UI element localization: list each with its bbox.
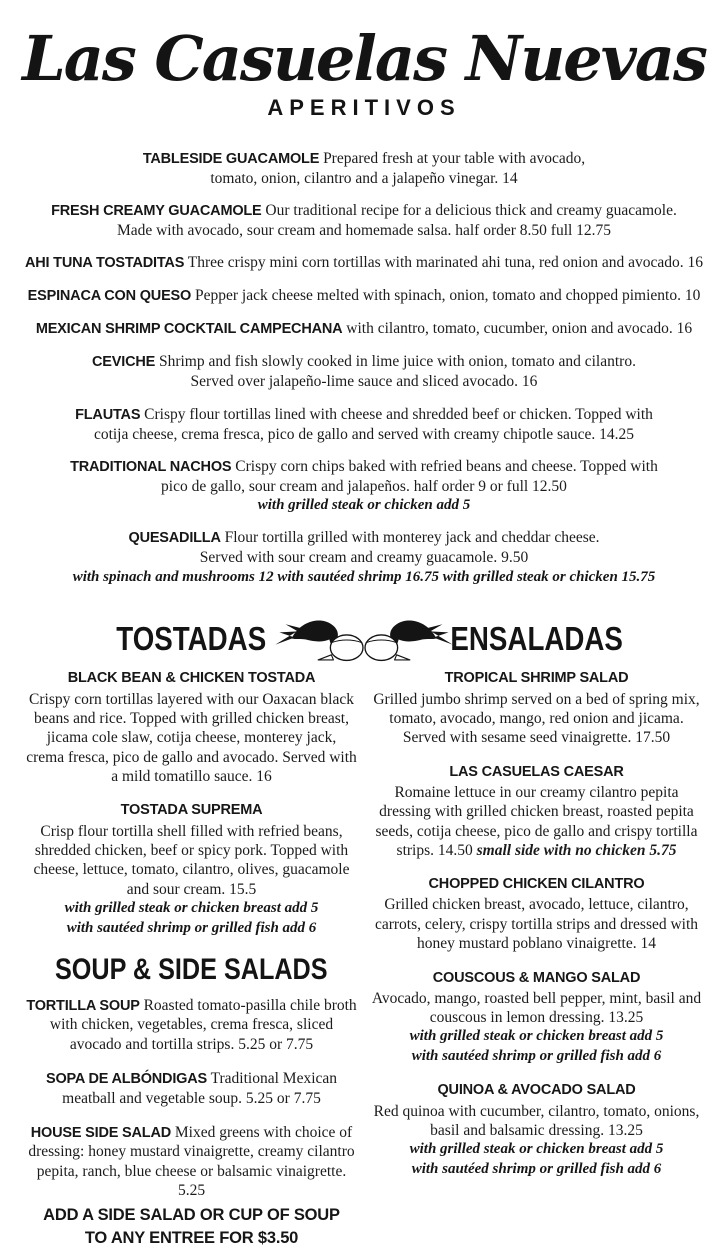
menu-item xyxy=(26,1123,357,1201)
item-desc: Romaine lettuce in our creamy cilantro pepita dressing with grilled chicken breast, roasted pepita seeds, cotija cheese, pico de gallo and crispy tortilla strips. 14.50 xyxy=(375,783,698,859)
item-desc: Flour tortilla grilled with monterey jack and cheddar cheese. Served with sour cream and creamy guacamole. 9.50 xyxy=(199,529,600,567)
item-desc: Roasted tomato-pasilla chile broth with chicken, vegetables, crema fresca, sliced avocado and tortilla strips. 5.25 or 7.75 xyxy=(49,997,357,1053)
item-name: TABLESIDE GUACAMOLE xyxy=(142,151,320,168)
item-desc: Crispy flour tortillas lined with cheese and shredded beef or chicken. Topped with cotija cheese, crema fresca, pico de gallo and served with creamy chipotle sauce. 14.25 xyxy=(93,405,653,443)
soup-side-salads-header: SOUP & SIDE SALADS xyxy=(55,953,328,987)
item-note: small side with no chicken 5.75 xyxy=(476,841,677,859)
item-name: MEXICAN SHRIMP COCKTAIL CAMPECHANA xyxy=(35,321,343,338)
section-title-aperitivos: APERITIVOS xyxy=(267,95,461,121)
item-name: FRESH CREAMY GUACAMOLE xyxy=(51,203,262,220)
menu-item xyxy=(119,149,609,188)
item-note: with sautéed shrimp or grilled fish add 6 xyxy=(66,919,317,936)
menu-item xyxy=(371,763,702,861)
item-note: with grilled steak or chicken breast add 5 xyxy=(409,1141,664,1158)
item-name: AHI TUNA TOSTADITAS xyxy=(24,255,185,272)
item-note: with spinach and mushrooms 12 with sautéed shrimp 16.75 with grilled steak or chicken 15.75 xyxy=(72,568,656,585)
menu-item xyxy=(34,201,694,240)
item-desc: Prepared fresh at your table with avocado, tomato, onion, cilantro and a jalapeño vinegar. 14 xyxy=(210,150,586,188)
item-desc: Our traditional recipe for a delicious thick and creamy guacamole. Made with avocado, sour cream and homemade salsa. half order 8.50 full 12.75 xyxy=(116,202,677,240)
item-name: LAS CASUELAS CAESAR xyxy=(449,763,624,780)
item-note: with grilled steak or chicken add 5 xyxy=(257,496,471,513)
item-desc: Grilled chicken breast, avocado, lettuce, cilantro, carrots, celery, crispy tortilla strips and dressed with honey mustard poblano vinaigrette. 14 xyxy=(374,896,699,953)
item-desc: Crispy corn chips baked with refried beans and cheese. Topped with pico de gallo, sour cream and jalapeños. half order 9 or full 12.50 xyxy=(161,457,658,495)
item-name: COUSCOUS & MANGO SALAD xyxy=(432,969,641,986)
menu-item xyxy=(371,669,702,747)
item-desc: Avocado, mango, roasted bell pepper, mint, basil and couscous in lemon dressing. 13.25 xyxy=(371,989,702,1027)
menu-item xyxy=(19,253,709,273)
menu-item xyxy=(371,969,702,1067)
menu-item xyxy=(79,352,649,391)
item-desc: Crisp flour tortilla shell filled with refried beans, shredded chicken, beef or spicy pork. Topped with cheese, lettuce, tomato, cilantro, olives, guacamole and sour cream. 15.5 xyxy=(33,822,350,898)
item-desc: Pepper jack cheese melted with spinach, onion, tomato and chopped pimiento. 10 xyxy=(194,287,701,305)
add-note-line2: TO ANY ENTREE FOR $3.50 xyxy=(84,1228,299,1247)
item-note: with grilled steak or chicken breast add 5 xyxy=(64,900,319,917)
menu-item xyxy=(26,996,357,1054)
item-name: QUINOA & AVOCADO SALAD xyxy=(437,1082,636,1099)
item-name: FLAUTAS xyxy=(75,406,141,423)
item-desc: Grilled jumbo shrimp served on a bed of spring mix, tomato, avocado, mango, red onion and jicama. Served with sesame seed vinaigrette. 17.50 xyxy=(373,690,700,747)
aperitivos-section xyxy=(0,149,728,587)
left-column xyxy=(26,621,357,1249)
item-desc: Crispy corn tortillas layered with our Oaxacan black beans and rice. Topped with grilled chicken breast, jicama cole slaw, cotija cheese, monterey jack, crema fresca, pico de gallo and avocado. Served with a mild tomatillo sauce. 16 xyxy=(26,690,357,786)
menu-item xyxy=(0,457,728,516)
item-desc: Mixed greens with choice of dressing: honey mustard vinaigrette, creamy cilantro pepita, ranch, blue cheese or balsamic vinaigrette. 5.25 xyxy=(28,1123,355,1200)
menu-item xyxy=(19,286,709,306)
item-name: ESPINACA CON QUESO xyxy=(27,288,192,305)
item-name: CEVICHE xyxy=(92,354,156,371)
item-name: BLACK BEAN & CHICKEN TOSTADA xyxy=(67,670,316,687)
item-note: with grilled steak or chicken breast add 5 xyxy=(409,1028,664,1045)
item-desc: Red quinoa with cucumber, cilantro, tomato, onions, basil and balsamic dressing. 13.25 xyxy=(373,1102,700,1139)
item-name: CHOPPED CHICKEN CILANTRO xyxy=(428,876,645,893)
two-birds-pecking-bowls-icon xyxy=(274,611,454,664)
item-body xyxy=(119,528,609,567)
menu-item xyxy=(0,528,728,587)
item-name: TOSTADA SUPREMA xyxy=(120,802,263,819)
item-name: TORTILLA SOUP xyxy=(26,998,140,1015)
menu-item xyxy=(26,669,357,786)
item-name: QUESADILLA xyxy=(128,530,221,547)
menu-item xyxy=(64,405,664,444)
restaurant-logo: Las Casuelas Nuevas xyxy=(22,22,706,95)
menu-item xyxy=(19,319,709,339)
two-column-section xyxy=(0,621,728,1249)
menu-item xyxy=(371,1081,702,1179)
item-desc: Three crispy mini corn tortillas with marinated ahi tuna, red onion and avocado. 16 xyxy=(187,254,704,272)
menu-item xyxy=(371,875,702,953)
item-body xyxy=(64,457,664,496)
item-desc: Shrimp and fish slowly cooked in lime juice with onion, tomato and cilantro. Served over jalapeño-lime sauce and sliced avocado. 16 xyxy=(158,353,636,391)
right-column xyxy=(371,621,702,1249)
item-note: with sautéed shrimp or grilled fish add 6 xyxy=(411,1047,662,1064)
item-desc: with cilantro, tomato, cucumber, onion and avocado. 16 xyxy=(346,320,693,338)
item-note: with sautéed shrimp or grilled fish add 6 xyxy=(411,1160,662,1177)
item-name: TROPICAL SHRIMP SALAD xyxy=(444,670,629,687)
item-name: TRADITIONAL NACHOS xyxy=(70,458,232,475)
ensaladas-header: ENSALADAS xyxy=(450,620,623,658)
tostadas-header: TOSTADAS xyxy=(116,620,267,658)
item-name: SOPA DE ALBÓNDIGAS xyxy=(45,1071,207,1088)
add-side-salad-note xyxy=(26,1204,357,1249)
menu-item xyxy=(26,1069,357,1108)
add-note-line1: ADD A SIDE SALAD OR CUP OF SOUP xyxy=(43,1206,340,1225)
item-name: HOUSE SIDE SALAD xyxy=(30,1124,171,1141)
item-desc: Traditional Mexican meatball and vegetable soup. 5.25 or 7.75 xyxy=(62,1070,338,1107)
menu-item xyxy=(26,801,357,938)
